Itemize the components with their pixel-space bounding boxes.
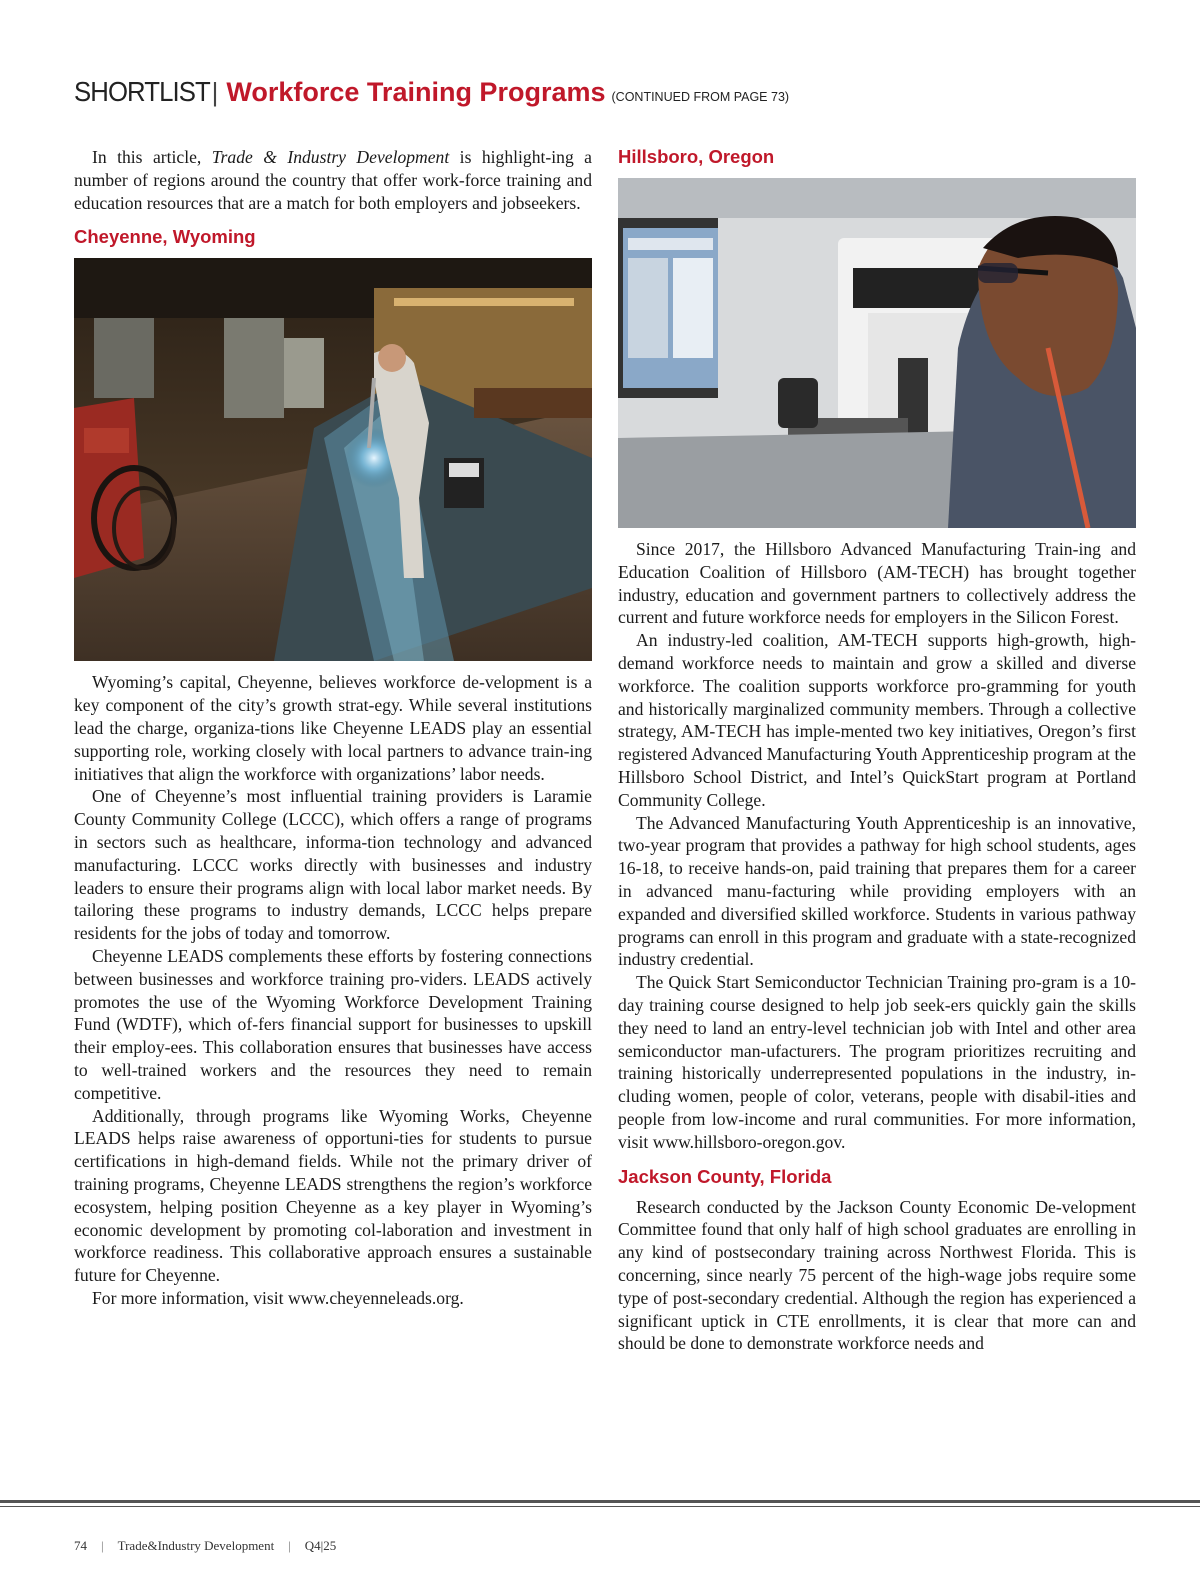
lab-photo bbox=[618, 178, 1136, 528]
jackson-heading: Jackson County, Florida bbox=[618, 1165, 832, 1187]
page-title: Workforce Training Programs bbox=[226, 77, 606, 107]
cheyenne-paragraph: Additionally, through programs like Wyoming Works, Cheyenne LEADS helps raise awareness of opportuni-ties for students to pursue certifications in high-demand fields. While not the primary driver of training programs, Cheyenne LEADS strengthens the region’s workforce ecosystem, helping position Cheyenne as a key player in Wyoming’s economic development by promoting col-laboration and investment in workforce readiness. This collaborative approach ensures a sustainable future for Cheyenne. bbox=[74, 1105, 592, 1286]
hillsboro-paragraph: An industry-led coalition, AM-TECH supports high-growth, high-demand workforce needs to maintain and grow a skilled and diverse workforce. The coalition supports workforce pro-gramming for youth and historically marginalized community members. Through a collective strategy, AM-TECH has imple-mented two key initiatives, Oregon’s first registered Advanced Manufacturing Youth Apprenticeship program at the Hillsboro School District, and Intel’s QuickStart program at Portland Community College. bbox=[618, 630, 1136, 810]
header-separator: | bbox=[211, 77, 219, 107]
publication-footer: Trade&Industry Development bbox=[117, 1538, 275, 1553]
continued-note: (CONTINUED FROM PAGE 73) bbox=[611, 90, 790, 104]
hillsboro-paragraph: Since 2017, the Hillsboro Advanced Manufacturing Train-ing and Education Coalition of Hillsboro (AM-TECH) has brought together industry, education and government partners to collectively address the current and future workforce needs for employers in the Silicon Forest. bbox=[618, 539, 1136, 628]
cheyenne-link-paragraph: For more information, visit www.cheyenneleads.org. bbox=[92, 1287, 464, 1308]
cheyenne-paragraph: Wyoming’s capital, Cheyenne, believes workforce de-velopment is a key component of the city’s growth strat-egy. While several institutions lead the charge, organiza-tions like Cheyenne LEADS play an essential supporting role, working closely with local partners to advance train-ing initiatives that align the workforce with organizations’ labor needs. bbox=[74, 672, 592, 784]
hillsboro-heading: Hillsboro, Oregon bbox=[618, 146, 775, 167]
right-column bbox=[618, 146, 1136, 1355]
hillsboro-paragraph: The Advanced Manufacturing Youth Apprenticeship is an innovative, two-year program that provides a pathway for high school students, ages 16-18, to receive hands-on, paid training that prepares them for a career in advanced manu-facturing while providing employers with an expanded and diversified skilled workforce. Students in various pathway programs can enroll in this program and graduate with a state-recognized industry credential. bbox=[618, 812, 1136, 970]
issue-label: Q4|25 bbox=[304, 1538, 337, 1553]
cheyenne-heading: Cheyenne, Wyoming bbox=[74, 226, 256, 248]
cheyenne-paragraph: One of Cheyenne’s most influential training providers is Laramie County Community College (LCCC), which offers a range of programs in sectors such as healthcare, informa-tion technology and advanced manufacturing. LCCC works directly with businesses and industry leaders to ensure their programs align with local labor market needs. By tailoring these programs to industry demands, LCCC helps prepare residents for the jobs of today and tomorrow. bbox=[74, 786, 592, 944]
jackson-paragraph: Research conducted by the Jackson County Economic De-velopment Committee found that only half of high school graduates are enrolling in any kind of postsecondary training across Northwest Florida. This is concerning, since nearly 75 percent of the high-wage jobs require some type of post-secondary credential. Although the region has experienced a significant uptick in CTE enrollments, it is clear that more can and should be done to demonstrate workforce needs and bbox=[618, 1196, 1136, 1354]
welding-photo bbox=[74, 258, 592, 661]
hillsboro-paragraph: The Quick Start Semiconductor Technician Training pro-gram is a 10-day training course designed to help job seek-ers quickly gain the skills they need to land an entry-level technician job with Intel and other area semiconductor man-ufacturers. The program prioritizes recruiting and training historically underrepresented populations in the industry, in-cluding women, people of color, veterans, people with disabil-ities and people from low-income and rural communities. For more information, visit www.hillsboro-oregon.gov. bbox=[618, 972, 1136, 1152]
page-number: 74 bbox=[74, 1538, 87, 1553]
footer-rule bbox=[0, 1500, 1200, 1503]
intro-paragraph: In this article, Trade & Industry Development is highlight-ing a number of regions around the country that offer work-force training and education resources that are a match for both employers and jobseekers. bbox=[74, 147, 592, 213]
left-column bbox=[74, 146, 592, 1310]
cheyenne-paragraph: Cheyenne LEADS complements these efforts by fostering connections between businesses and workforce training pro-viders. LEADS actively promotes the use of the Wyoming Workforce Development Training Fund (WDTF), which of-fers financial support for businesses to upskill their employ-ees. This collaboration ensures that businesses have access to well-trained workers and the resources they need to remain competitive. bbox=[74, 945, 592, 1103]
section-label: SHORTLIST bbox=[74, 76, 210, 107]
page-header bbox=[74, 76, 1134, 116]
publication-name: Trade & Industry Development bbox=[211, 147, 450, 167]
footer-rule-thin bbox=[0, 1506, 1200, 1507]
page-footer: 74 | Trade&Industry Development | Q4|25 bbox=[74, 1538, 337, 1553]
